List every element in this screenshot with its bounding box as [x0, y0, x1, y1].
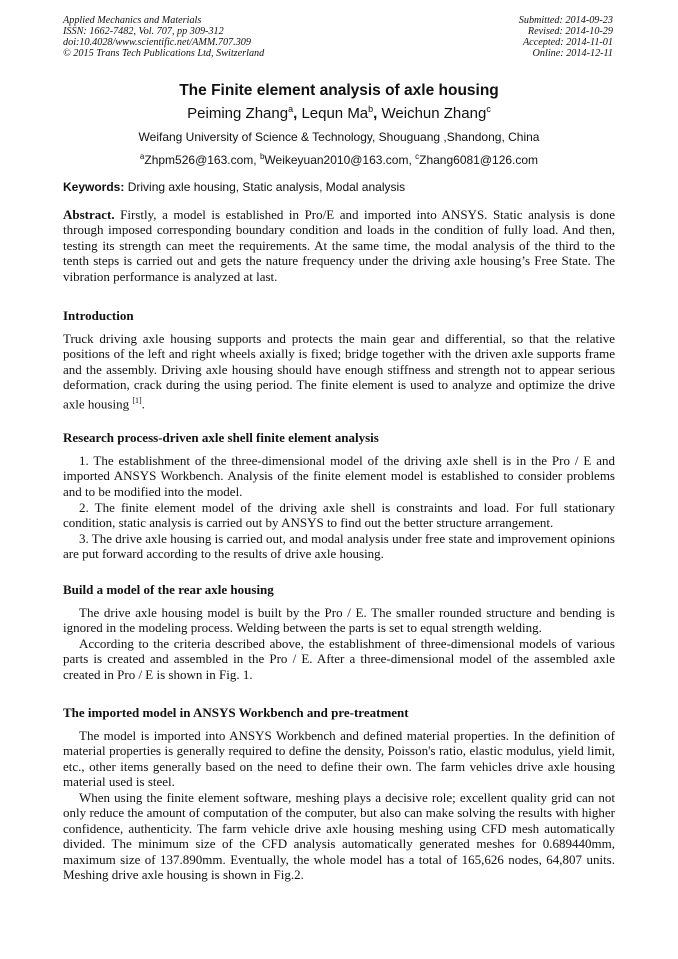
author-sep: ,	[373, 105, 382, 122]
section-paragraph: 1. The establishment of the three-dimensional model of the driving axle shell is in the Pro / E and imported ANSYS Workbench. Analysis of the finite element model is established to consider problems and to be modified into the model.	[63, 453, 615, 499]
email-address[interactable]: Weikeyuan2010@163.com	[264, 153, 409, 167]
email-list	[0, 152, 678, 167]
keywords-label: Keywords:	[63, 180, 125, 194]
abstract-label: Abstract.	[63, 207, 115, 222]
journal-doi: doi:10.4028/www.scientific.net/AMM.707.309	[63, 37, 251, 48]
section-paragraph: According to the criteria described above, the establishment of three-dimensional models of various parts is created and assembled in the Pro / E. After a three-dimensional model of the assembled axle created in Pro / E is shown in Fig. 1.	[63, 636, 615, 682]
email-address[interactable]: Zhang6081@126.com	[419, 153, 539, 167]
keywords	[63, 180, 618, 194]
author-sup: c	[486, 104, 491, 114]
author-list	[0, 104, 678, 122]
section-heading: Build a model of the rear axle housing	[63, 582, 274, 597]
email-address[interactable]: Zhpm526@163.com	[144, 153, 254, 167]
email-sup: a	[139, 152, 145, 161]
paragraph-text: Truck driving axle housing supports and protects the main gear and differential, so that the relative positions of the left and right wheels axially is fixed; bridge together with the driven axle supports frame and the assembly. Driving axle housing should have enough stiffness and strength not to appear serious deformation, crack during the using period. The finite element is used to analyze and optimize the drive axle housing	[63, 331, 615, 411]
author-sup: b	[368, 104, 374, 114]
section-heading: Introduction	[63, 308, 134, 323]
section-paragraph: 2. The finite element model of the driving axle shell is constraints and load. For full stationary condition, static analysis is carried out by ANSYS to find out the better structure arrangement.	[63, 500, 615, 531]
email-sup: b	[259, 152, 265, 161]
email-sep: ,	[408, 153, 416, 167]
section-paragraph: The model is imported into ANSYS Workbench and defined material properties. In the definition of material properties is generally required to define the density, Poisson's ratio, elastic modulus, yield limit, etc., other items generally based on the need to define their own. The farm vehicles drive axle housing material used is steel.	[63, 728, 615, 790]
journal-name: Applied Mechanics and Materials	[63, 15, 202, 26]
journal-copyright: © 2015 Trans Tech Publications Ltd, Switzerland	[63, 48, 265, 59]
author-name: Peiming Zhang	[187, 105, 289, 122]
paragraph-tail: .	[141, 395, 145, 411]
section-paragraph: The drive axle housing model is built by the Pro / E. The smaller rounded structure and bending is ignored in the modeling process. Welding between the parts is set to equal strength welding.	[63, 605, 615, 636]
paper-title: The Finite element analysis of axle housing	[179, 82, 499, 99]
date-revised: Revised: 2014-10-29	[527, 26, 613, 37]
author-sup: a	[288, 104, 294, 114]
section-paragraph: When using the finite element software, meshing plays a decisive role; excellent quality grid can not only reduce the amount of computation of the computer, but also can make solving the results with higher confidence, authenticity. The farm vehicle drive axle housing meshing using CFD mesh automatically divided. The minimum size of the CFD analysis automatically generated meshes for 0.689440mm, maximum size of 137.890mm. Eventually, the whole model has a total of 165,626 nodes, 64,807 units. Meshing drive axle housing is shown in Fig.2.	[63, 790, 615, 883]
submission-dates	[519, 15, 613, 59]
email-sep: ,	[253, 153, 260, 167]
author-name: Weichun Zhang	[381, 105, 487, 122]
journal-issn: ISSN: 1662-7482, Vol. 707, pp 309-312	[63, 26, 224, 37]
section-heading: Research process-driven axle shell finite element analysis	[63, 430, 379, 445]
date-submitted: Submitted: 2014-09-23	[518, 15, 613, 26]
date-accepted: Accepted: 2014-11-01	[522, 37, 613, 48]
affiliation: Weifang University of Science & Technology, Shouguang ,Shandong, China	[138, 130, 540, 144]
section-paragraph	[63, 331, 615, 411]
author-sep: ,	[293, 105, 302, 122]
author-name: Lequn Ma	[301, 105, 369, 122]
citation-ref[interactable]: [1]	[132, 395, 142, 405]
journal-info	[63, 15, 264, 59]
email-sup: c	[415, 152, 420, 161]
section-paragraph: 3. The drive axle housing is carried out, and modal analysis under free state and improvement opinions are put forward according to the results of drive axle housing.	[63, 531, 615, 562]
abstract-text: Firstly, a model is established in Pro/E and imported into ANSYS. Static analysis is done through imposed corresponding boundary condition and loads in the condition of fully load. And then, testing its strength can meet the requirements. At the same time, the modal analysis of the third to the tenth steps is carried out and gets the nature frequency under the driving axle housing’s Free State. The vibration performance is analyzed at last.	[63, 207, 615, 284]
keywords-text: Driving axle housing, Static analysis, Modal analysis	[124, 180, 406, 194]
date-online: Online: 2014-12-11	[532, 48, 613, 59]
section-heading: The imported model in ANSYS Workbench and pre-treatment	[63, 705, 409, 720]
abstract	[63, 207, 615, 284]
